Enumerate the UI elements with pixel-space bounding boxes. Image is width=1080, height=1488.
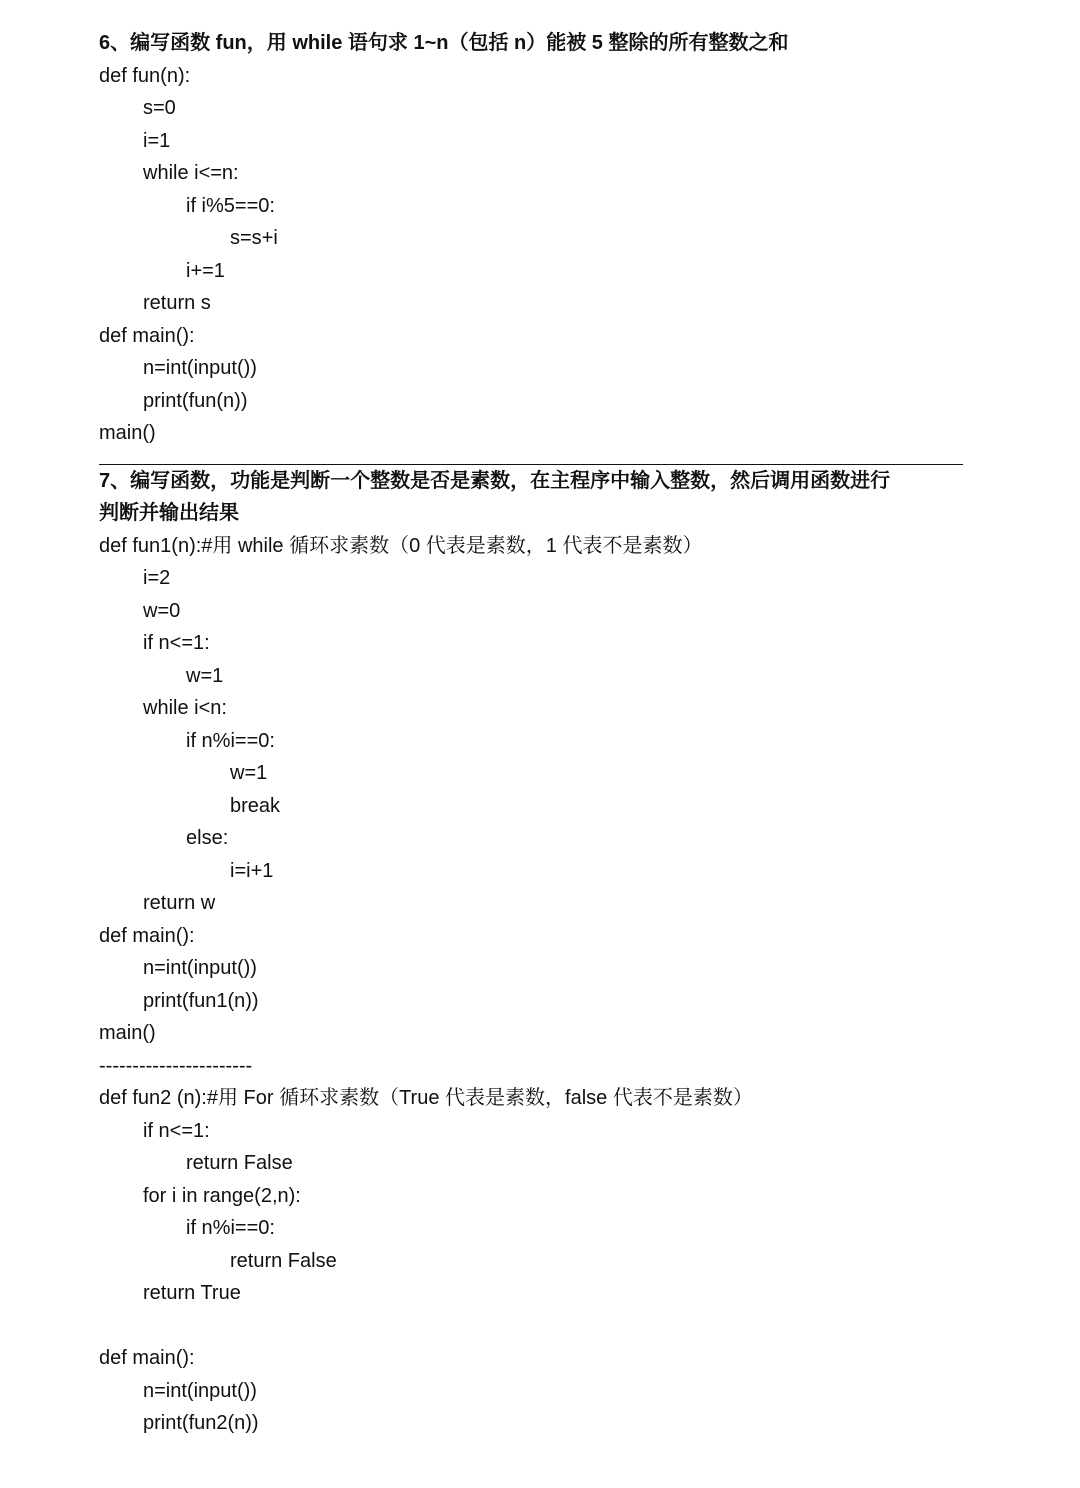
code-line: n=int(input()) [143, 357, 257, 379]
code-line: print(fun1(n)) [143, 989, 259, 1012]
code-line: print(fun2(n)) [143, 1412, 259, 1434]
code-line: def fun2 (n):#用 For 循环求素数（True 代表是素数，false 代表不是素数） [99, 1087, 753, 1109]
code-line: return False [186, 1152, 293, 1174]
code-line: i+=1 [186, 259, 225, 282]
code-line: return s [143, 292, 211, 314]
code-line: break [230, 794, 281, 817]
code-line: for i in range(2,n): [143, 1184, 301, 1207]
code-line: if i%5==0: [186, 194, 275, 217]
code-line: n=int(input()) [143, 1379, 257, 1402]
code-line: return False [230, 1249, 337, 1272]
code-line: n=int(input()) [143, 957, 257, 979]
blank-line [99, 1310, 979, 1343]
code-line: return True [143, 1282, 241, 1304]
dashed-separator: ----------------------- [99, 1054, 253, 1077]
code-line: if n%i==0: [186, 729, 275, 752]
code-line: i=i+1 [230, 859, 274, 882]
code-line: w=0 [143, 599, 181, 622]
document-page [99, 27, 979, 1440]
code-line: print(fun(n)) [143, 389, 248, 412]
code-line: main() [99, 422, 156, 444]
code-line: return w [143, 892, 216, 914]
code-line: def main(): [99, 924, 195, 947]
code-line: else: [186, 827, 229, 849]
code-line: def main(): [99, 1347, 195, 1369]
code-line: def main(): [99, 324, 195, 347]
section-7-heading-line-2: 判断并输出结果 [99, 502, 239, 524]
section-6-heading: 6、编写函数 fun，用 while 语句求 1~n（包括 n）能被 5 整除的所有整数之和 [99, 32, 789, 54]
code-line: i=2 [143, 567, 171, 589]
code-line: s=s+i [230, 227, 278, 249]
code-line: if n<=1: [143, 632, 210, 654]
code-line: i=1 [143, 129, 171, 152]
code-line: if n<=1: [143, 1119, 210, 1142]
code-line: def fun1(n):#用 while 循环求素数（0 代表是素数，1 代表不是素数） [99, 534, 703, 557]
code-line: w=1 [186, 664, 224, 687]
code-line: w=1 [230, 762, 268, 784]
section-7-heading-line-1: 7、编写函数，功能是判断一个整数是否是素数，在主程序中输入整数，然后调用函数进行 [99, 469, 891, 492]
code-line: main() [99, 1022, 156, 1044]
code-line: while i<n: [143, 697, 227, 719]
code-line: if n%i==0: [186, 1217, 275, 1239]
code-line: def fun(n): [99, 64, 191, 87]
code-line: s=0 [143, 97, 176, 119]
code-line: while i<=n: [143, 162, 239, 184]
